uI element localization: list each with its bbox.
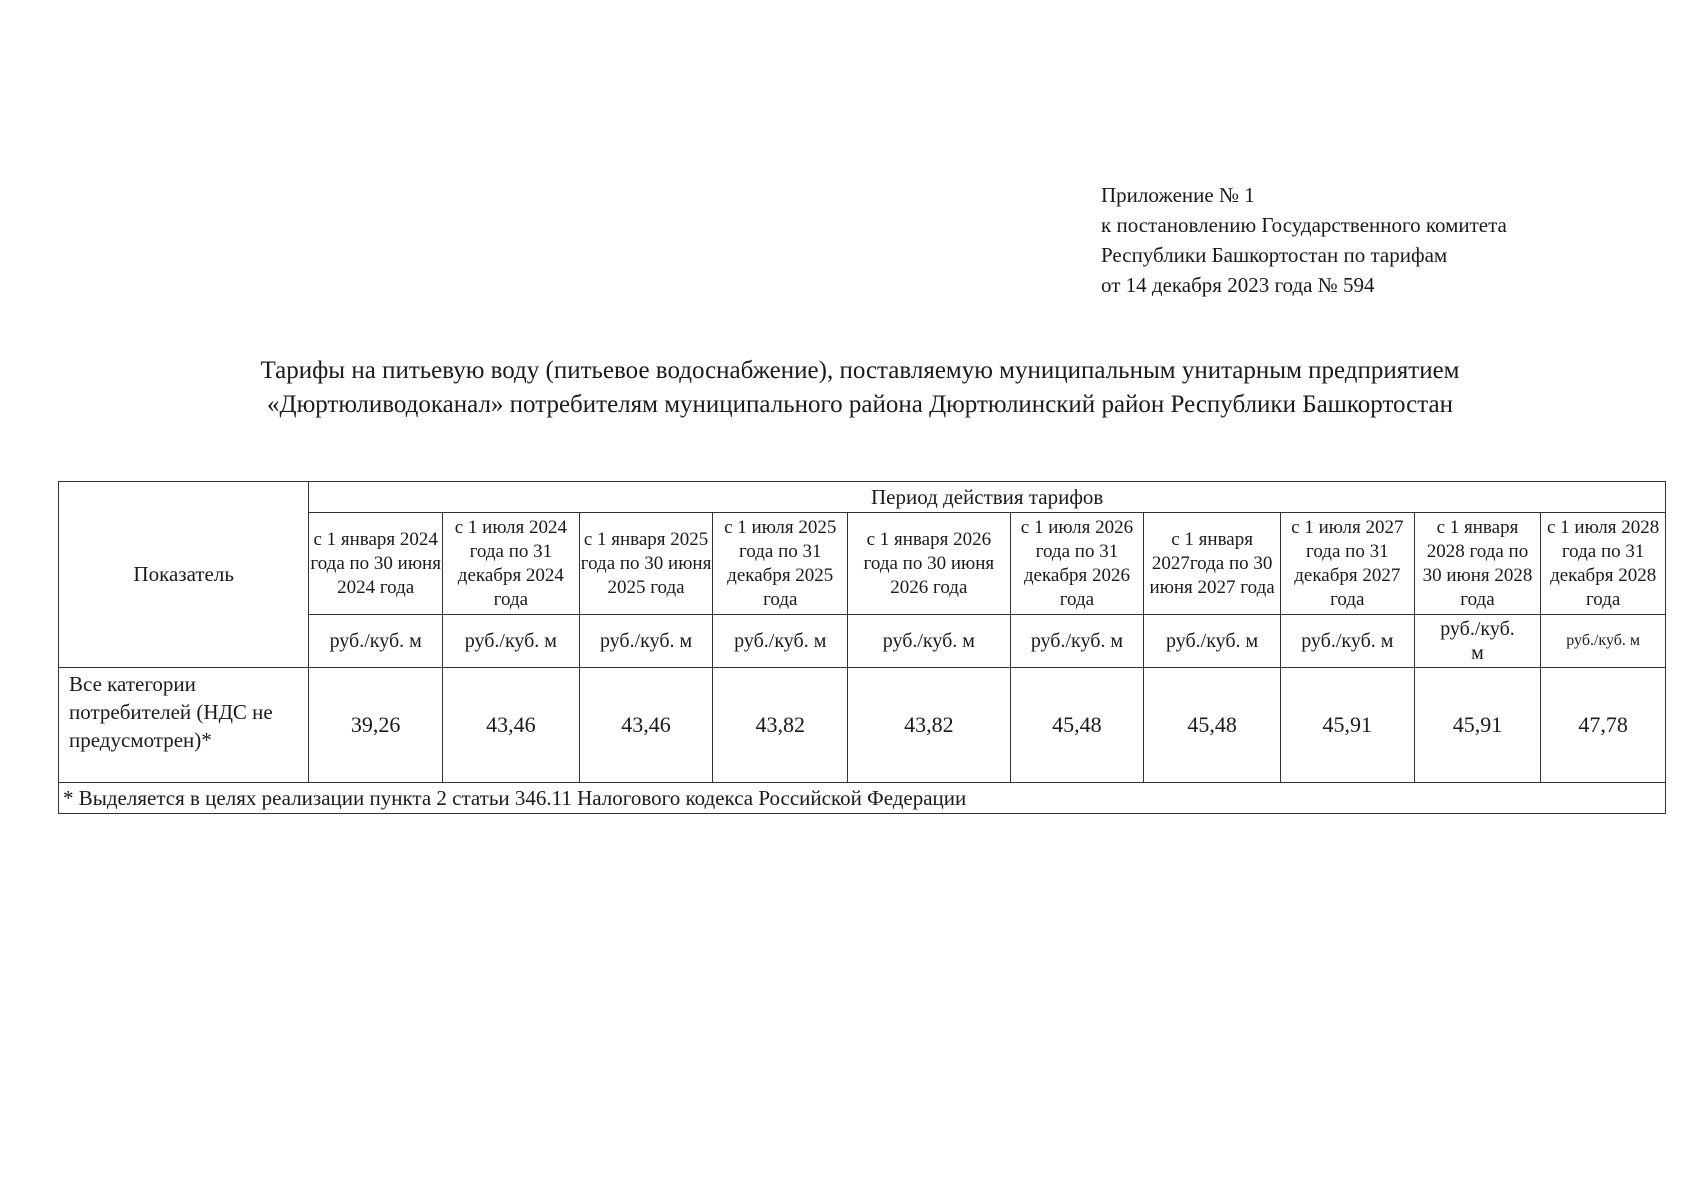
footnote-row: [59, 783, 1666, 814]
header-row-top: [59, 482, 1666, 513]
unit-cell: руб./куб. м: [1010, 615, 1144, 668]
unit-cell: руб./куб. м: [1414, 615, 1541, 668]
unit-cell: руб./куб. м: [713, 615, 848, 668]
row-label: Все категории потребителей (НДС не предусмотрен)*: [59, 668, 309, 783]
unit-cell: руб./куб. м: [443, 615, 580, 668]
footnote: * Выделяется в целях реализации пункта 2 статьи 346.11 Налогового кодекса Российской Федерации: [59, 783, 1666, 814]
table-row: [59, 668, 1666, 783]
period-cell: с 1 июля 2024 года по 31 декабря 2024 года: [443, 513, 580, 615]
unit-cell: руб./куб. м: [848, 615, 1010, 668]
indicator-header: Показатель: [59, 482, 309, 668]
period-cell: с 1 января 2026 года по 30 июня 2026 года: [848, 513, 1010, 615]
appendix-line: Республики Башкортостан по тарифам: [1101, 243, 1448, 267]
period-cell: с 1 июля 2028 года по 31 декабря 2028 года: [1541, 513, 1666, 615]
title-line: Тарифы на питьевую воду (питьевое водоснабжение), поставляемую муниципальным унитарным предприятием: [260, 357, 1460, 384]
appendix-line: к постановлению Государственного комитета: [1101, 213, 1507, 237]
period-cell: с 1 января 2027года по 30 июня 2027 года: [1144, 513, 1281, 615]
period-cell: с 1 июля 2025 года по 31 декабря 2025 года: [713, 513, 848, 615]
period-cell: с 1 января 2025 года по 30 июня 2025 года: [579, 513, 713, 615]
period-header: Период действия тарифов: [309, 482, 1666, 513]
tariff-table: [58, 481, 1666, 814]
unit-cell: руб./куб. м: [1280, 615, 1414, 668]
period-cell: с 1 июля 2027 года по 31 декабря 2027 года: [1280, 513, 1414, 615]
tariff-value: 45,91: [1414, 668, 1541, 783]
unit-cell: руб./куб. м: [1144, 615, 1281, 668]
tariff-value: 45,91: [1280, 668, 1414, 783]
period-cell: с 1 января 2028 года по 30 июня 2028 года: [1414, 513, 1541, 615]
appendix-line: от 14 декабря 2023 года № 594: [1101, 273, 1375, 297]
tariff-value: 43,82: [713, 668, 848, 783]
tariff-value: 43,46: [579, 668, 713, 783]
tariff-value: 43,82: [848, 668, 1010, 783]
period-cell: с 1 января 2024 года по 30 июня 2024 года: [309, 513, 443, 615]
tariff-value: 43,46: [443, 668, 580, 783]
tariff-value: 47,78: [1541, 668, 1666, 783]
title-line: «Дюртюливодоканал» потребителям муниципального района Дюртюлинский район Республики Башкортостан: [267, 391, 1453, 418]
unit-cell: руб./куб. м: [309, 615, 443, 668]
tariff-value: 45,48: [1010, 668, 1144, 783]
unit-cell: руб./куб. м: [1541, 615, 1666, 668]
tariff-value: 39,26: [309, 668, 443, 783]
tariff-value: 45,48: [1144, 668, 1281, 783]
document-title: [120, 354, 1600, 422]
period-cell: с 1 июля 2026 года по 31 декабря 2026 года: [1010, 513, 1144, 615]
appendix-block: [1101, 180, 1507, 300]
unit-cell: руб./куб. м: [579, 615, 713, 668]
appendix-line: Приложение № 1: [1101, 183, 1255, 207]
